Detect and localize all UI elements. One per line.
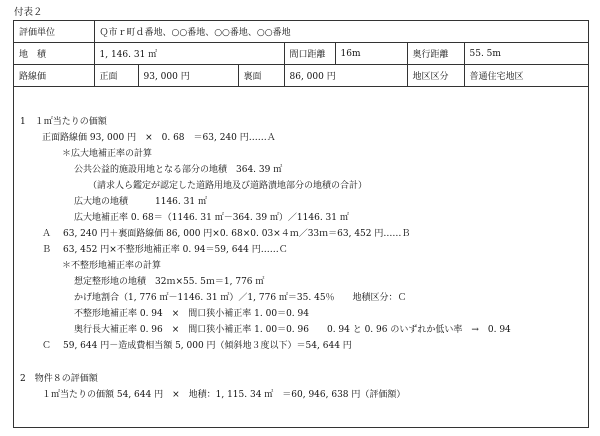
step-marker-b: Ｂ: [42, 245, 52, 255]
value-front: 93, 000 円: [138, 65, 238, 87]
label-back: 裏面: [238, 65, 284, 87]
value-frontage: 16m: [335, 43, 407, 65]
step-marker-a: Ａ: [42, 229, 52, 239]
subheading-irregular-land: ＊不整形地補正率の計算: [62, 261, 162, 271]
label-evaluation-unit: 評価単位: [14, 21, 94, 43]
table-row: [14, 43, 588, 65]
label-district: 地区区分: [407, 65, 464, 87]
section-heading-property-value: 2 物件８の評価額: [20, 374, 98, 384]
value-area: 1, 146. 31 ㎡: [94, 43, 284, 65]
calc-line: 奥行長大補正率 0. 96 × 間口狭小補正率 1. 00＝0. 96 0. 94 と 0. 96 のいずれか低い率 → 0. 94: [74, 325, 511, 335]
value-depth: 55. 5m: [464, 43, 588, 65]
subheading-large-land: ＊広大地補正率の計算: [62, 149, 153, 159]
calc-line: 公共公益的施設用地となる部分の地積 364. 39 ㎡: [74, 165, 283, 175]
appendix-table-frame: [13, 20, 589, 428]
calc-line-total-value: １㎡当たりの価額 54, 644 円 × 地積：1, 115. 34 ㎡ ＝60, 946, 638 円（評価額）: [42, 390, 406, 400]
calc-line: 広大地補正率 0. 68＝（1146. 31 ㎡－364. 39 ㎡）／1146. 31 ㎡: [74, 213, 349, 223]
label-depth: 奥行距離: [407, 43, 464, 65]
calc-line: かげ地割合（1, 776 ㎡－1146. 31 ㎡）／1, 776 ㎡＝35. 45％ 地積区分：Ｃ: [74, 293, 407, 303]
calc-line-b: 63, 240 円＋裏面路線価 86, 000 円×0. 68×0. 03×４ｍ／33ｍ＝63, 452 円……Ｂ: [63, 229, 411, 239]
label-road-price: 路線価: [14, 65, 94, 87]
table-row: [14, 65, 588, 87]
table-row: [14, 21, 588, 43]
value-back: 86, 000 円: [284, 65, 407, 87]
calc-line: 不整形地補正率 0. 94 × 間口狭小補正率 1. 00＝0. 94: [74, 309, 309, 319]
label-frontage: 間口距離: [284, 43, 335, 65]
table-caption: 付表２: [14, 7, 43, 18]
value-district: 普通住宅地区: [464, 65, 588, 87]
calc-line-c: 63, 452 円×不整形地補正率 0. 94＝59, 644 円……Ｃ: [63, 245, 288, 255]
step-marker-c: Ｃ: [42, 341, 52, 351]
section-heading-unit-price: 1 １㎡当たりの価額: [20, 117, 107, 127]
calc-line-final-unit-price: 59, 644 円－造成費相当額 5, 000 円（傾斜地３度以下）＝54, 644 円: [63, 341, 352, 351]
note-line: （請求人ら鑑定が認定した道路用地及び道路潰地部分の地積の合計）: [88, 181, 368, 191]
calc-line: 想定整形地の地積 32ｍ×55. 5ｍ＝1, 776 ㎡: [74, 277, 265, 287]
value-evaluation-unit: Ｑ市ｒ町ｄ番地、○○番地、○○番地、○○番地: [94, 21, 588, 43]
calc-line: 広大地の地積 1146. 31 ㎡: [74, 197, 207, 207]
property-info-table: [14, 21, 588, 87]
label-front: 正面: [94, 65, 138, 87]
calc-line-a: 正面路線価 93, 000 円 × 0. 68 ＝63, 240 円……Ａ: [42, 133, 276, 143]
label-area: 地 積: [14, 43, 94, 65]
